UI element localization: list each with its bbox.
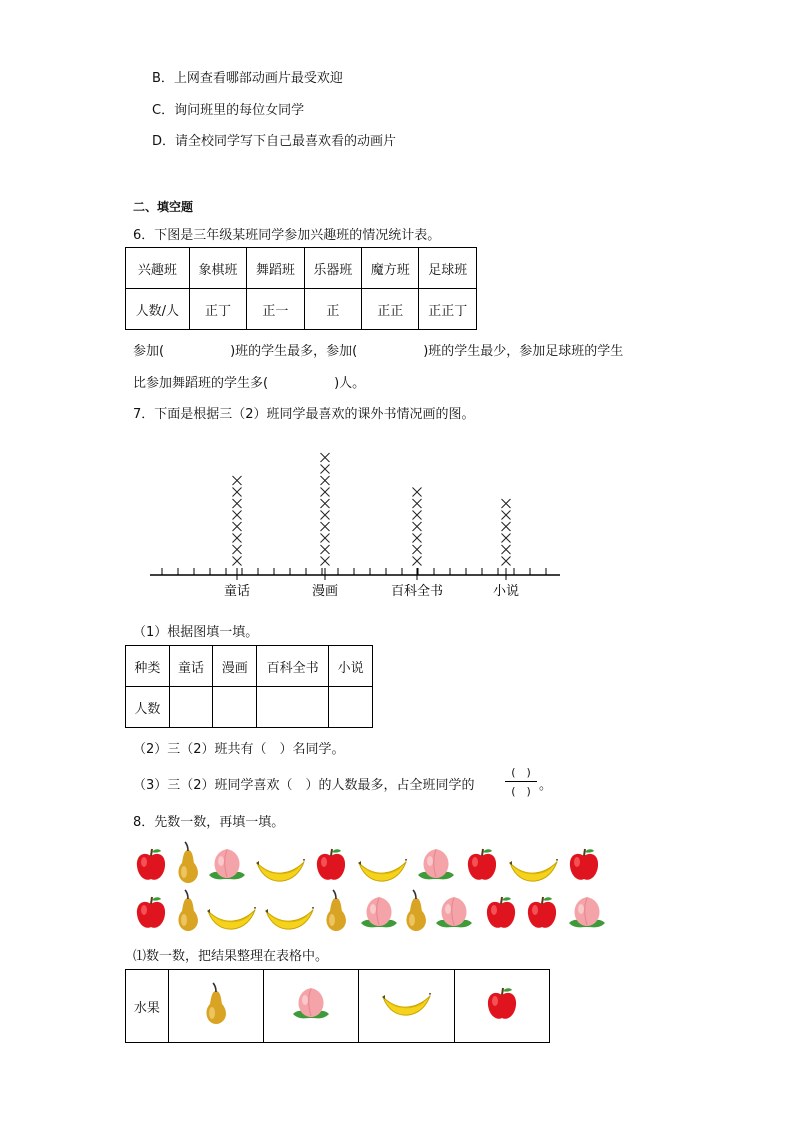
peach-icon: [289, 984, 333, 1024]
q6-fill-line-1: [133, 340, 623, 359]
fruit-banana: [356, 855, 408, 889]
cross-mark: [321, 545, 330, 554]
answer-cell[interactable]: [329, 687, 373, 728]
fruit-apple: [465, 847, 499, 887]
q7-header-cell: 小说: [329, 646, 373, 687]
category-label: 童话: [223, 584, 251, 599]
banana-icon: [380, 989, 432, 1019]
cross-mark: [502, 511, 511, 520]
q6-row-cell: 正正丁: [419, 289, 477, 330]
fruit-apple: [525, 895, 559, 935]
banana-icon: [263, 903, 315, 933]
fruit-apple: [134, 895, 168, 935]
q7-prompt: 7．下面是根据三（2）班同学最喜欢的课外书情况画的图。: [133, 407, 475, 422]
pear-cell: [168, 970, 263, 1043]
cross-mark: [502, 499, 511, 508]
cross-mark: [321, 511, 330, 520]
fruit-banana: [254, 855, 306, 889]
fruit-peach: [565, 893, 609, 937]
category-label: 百科全书: [390, 584, 444, 599]
fruit-apple: [134, 847, 168, 887]
fruit-peach: [414, 845, 458, 889]
q6-row-cell: 正一: [247, 289, 304, 330]
q6-row-cell: 正正: [362, 289, 419, 330]
fruit-pear: [174, 841, 202, 889]
q6-prompt: 6．下图是三年级某班同学参加兴趣班的情况统计表。: [133, 228, 441, 243]
fill-text: （3）三（2）班同学喜欢（ ）的人数最多，占全班同学的: [133, 778, 475, 793]
cross-mark: [321, 522, 330, 531]
pear-icon: [174, 889, 202, 933]
fruit-banana: [507, 855, 559, 889]
banana-icon: [507, 855, 559, 885]
banana-icon: [254, 855, 306, 885]
pear-icon: [322, 889, 350, 933]
q6-header-cell: 舞蹈班: [247, 248, 304, 289]
fraction-denominator: ( ): [511, 785, 531, 798]
fill-text: 比参加舞蹈班的学生多(: [133, 376, 269, 391]
q7-header-cell: 百科全书: [257, 646, 329, 687]
cross-mark: [502, 545, 511, 554]
q7-sub1: （1）根据图填一填。: [133, 625, 259, 640]
peach-icon: [432, 893, 476, 933]
cross-mark: [502, 522, 511, 531]
fruit-apple: [567, 847, 601, 887]
fraction-numerator: ( ): [511, 766, 531, 779]
q6-header-cell: 兴趣班: [126, 248, 190, 289]
peach-icon: [357, 893, 401, 933]
q7-line-plot: [140, 430, 570, 602]
q7-sub3-end: 。: [539, 778, 553, 793]
apple-icon: [314, 847, 348, 883]
q6-row-cell: 正丁: [189, 289, 246, 330]
answer-cell[interactable]: [169, 687, 213, 728]
peach-cell: [263, 970, 358, 1043]
q8-table-label: 水果: [126, 970, 169, 1043]
q7-header-cell: 种类: [126, 646, 170, 687]
apple-icon: [485, 986, 519, 1022]
fill-text: )班的学生最多，参加(: [230, 344, 358, 359]
apple-icon: [484, 895, 518, 931]
option-c: C．询问班里的每位女同学: [152, 103, 305, 118]
q6-row-cell: 正: [304, 289, 361, 330]
fill-text: )班的学生最少，参加足球班的学生: [423, 344, 624, 359]
cross-mark: [321, 465, 330, 474]
option-b: B．上网查看哪部动画片最受欢迎: [152, 71, 343, 86]
cross-mark: [321, 476, 330, 485]
fruit-pear: [402, 889, 430, 937]
apple-icon: [134, 895, 168, 931]
q6-header-cell: 足球班: [419, 248, 477, 289]
banana-icon: [356, 855, 408, 885]
cross-mark: [233, 522, 242, 531]
fraction-blank[interactable]: [505, 764, 537, 799]
apple-icon: [134, 847, 168, 883]
fruit-apple: [314, 847, 348, 887]
fruit-banana: [205, 903, 257, 937]
q7-header-cell: 童话: [169, 646, 213, 687]
q6-table: [125, 247, 477, 330]
q8-prompt: 8．先数一数，再填一填。: [133, 815, 285, 830]
cross-mark: [502, 534, 511, 543]
section-title: 二、填空题: [133, 200, 194, 214]
fruit-pear: [174, 889, 202, 937]
q7-table: [125, 645, 373, 728]
banana-icon: [205, 903, 257, 933]
peach-icon: [414, 845, 458, 885]
cross-mark: [413, 545, 422, 554]
fruit-apple: [484, 895, 518, 935]
pear-icon: [402, 889, 430, 933]
q7-sub2: （2）三（2）班共有（ ）名同学。: [133, 742, 345, 757]
cross-mark: [233, 476, 242, 485]
q6-row-cell: 人数/人: [126, 289, 190, 330]
q8-table: [125, 969, 550, 1043]
fruit-peach: [357, 893, 401, 937]
fill-text: 参加(: [133, 344, 165, 359]
cross-mark: [233, 534, 242, 543]
fraction-bar: [505, 781, 537, 782]
q7-header-cell: 漫画: [213, 646, 257, 687]
option-d: D．请全校同学写下自己最喜欢看的动画片: [152, 134, 397, 149]
q6-header-cell: 魔方班: [362, 248, 419, 289]
banana-cell: [359, 970, 454, 1043]
apple-icon: [465, 847, 499, 883]
cross-mark: [413, 488, 422, 497]
apple-cell: [454, 970, 549, 1043]
cross-mark: [321, 557, 330, 566]
q6-header-cell: 象棋班: [189, 248, 246, 289]
fruit-peach: [432, 893, 476, 937]
fill-text: )人。: [334, 376, 366, 391]
apple-icon: [567, 847, 601, 883]
q7-sub3: [133, 774, 475, 793]
q6-fill-line-2: [133, 372, 365, 391]
cross-mark: [321, 534, 330, 543]
cross-mark: [233, 545, 242, 554]
cross-mark: [321, 488, 330, 497]
category-label: 漫画: [311, 584, 339, 599]
peach-icon: [205, 845, 249, 885]
cross-mark: [502, 557, 511, 566]
cross-mark: [413, 534, 422, 543]
cross-mark: [233, 488, 242, 497]
cross-mark: [321, 453, 330, 462]
answer-cell[interactable]: [213, 687, 257, 728]
q8-sub1: ⑴数一数，把结果整理在表格中。: [133, 949, 329, 964]
apple-icon: [525, 895, 559, 931]
cross-mark: [321, 499, 330, 508]
peach-icon: [565, 893, 609, 933]
cross-mark: [233, 511, 242, 520]
fruit-banana: [263, 903, 315, 937]
answer-cell[interactable]: [257, 687, 329, 728]
q6-header-cell: 乐器班: [304, 248, 361, 289]
cross-mark: [413, 499, 422, 508]
category-label: 小说: [492, 584, 520, 599]
cross-mark: [413, 511, 422, 520]
fruit-pear: [322, 889, 350, 937]
cross-mark: [413, 522, 422, 531]
pear-icon: [174, 841, 202, 885]
fruit-peach: [205, 845, 249, 889]
cross-mark: [233, 557, 242, 566]
q7-row-label: 人数: [126, 687, 170, 728]
cross-mark: [413, 557, 422, 566]
cross-mark: [233, 499, 242, 508]
pear-icon: [202, 982, 230, 1026]
